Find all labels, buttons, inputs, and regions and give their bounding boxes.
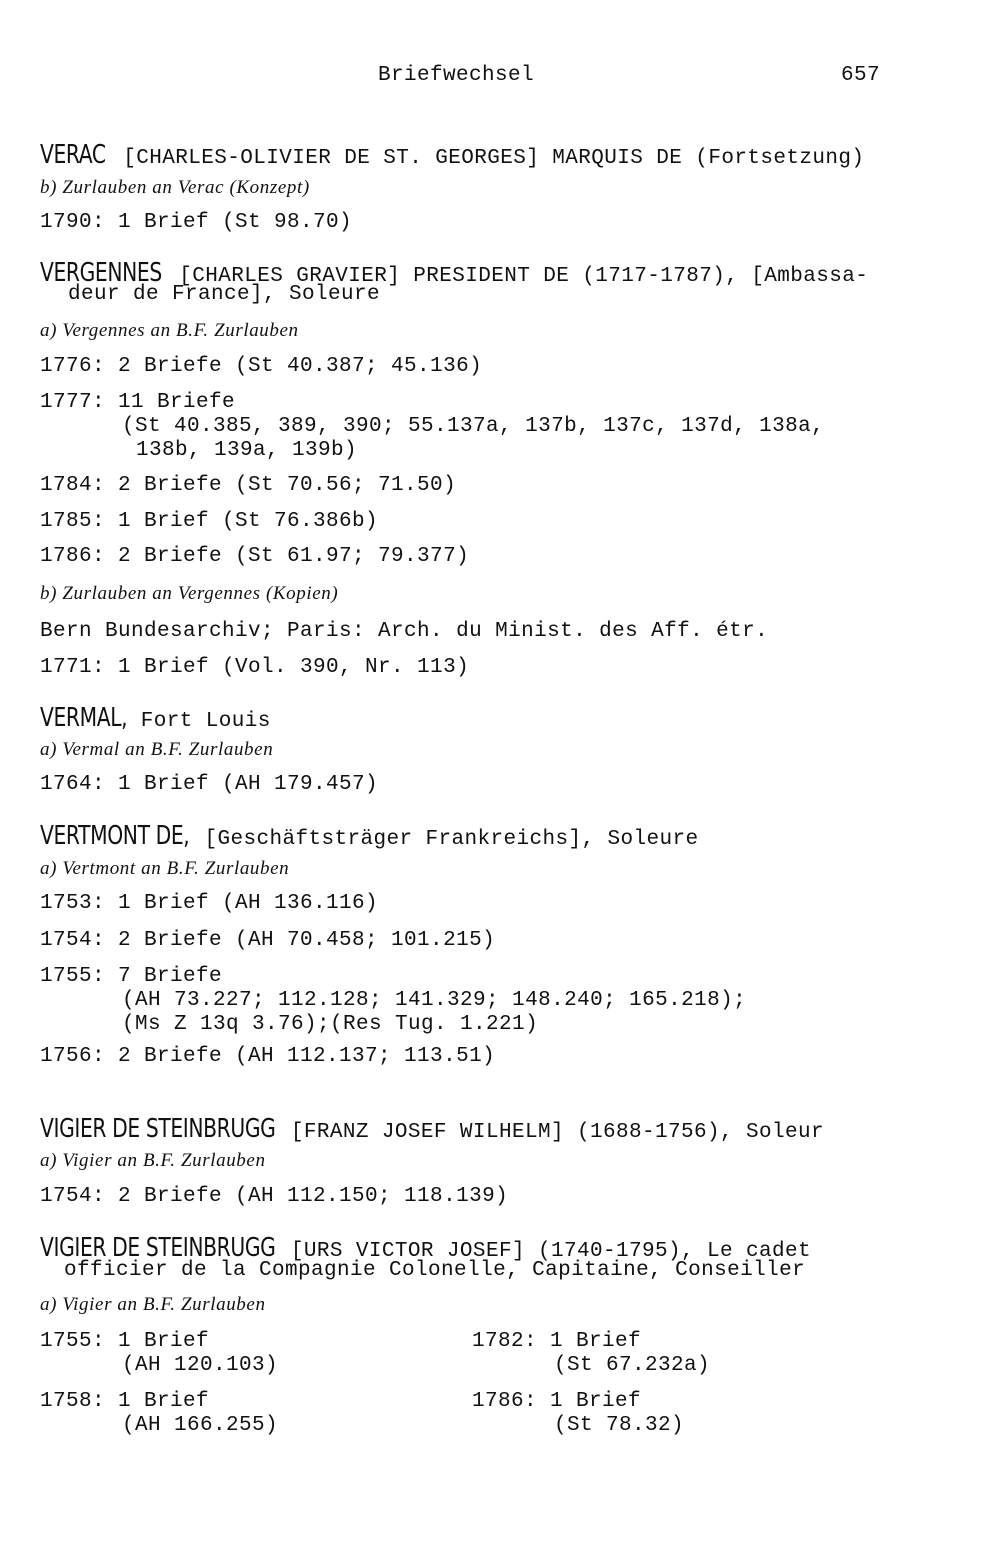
running-title: Briefwechsel [378,64,535,87]
subsection-label: a) Vergennes an B.F. Zurlauben [40,320,299,341]
letter-reference: (St 40.385, 389, 390; 55.137a, 137b, 137c, 137d, 138a, [122,415,825,438]
entry-heading-vermal [40,703,271,733]
entry-details: Fort Louis [127,710,271,733]
letter-reference: (AH 166.255) [122,1414,279,1437]
subsection-label: a) Vigier an B.F. Zurlauben [40,1294,266,1315]
entry-details-continued: officier de la Compagnie Colonelle, Capitaine, Conseiller [64,1259,806,1282]
letter-line: 1758: 1 Brief [40,1390,210,1413]
letter-line: 1776: 2 Briefe (St 40.387; 45.136) [40,355,483,378]
letter-line: 1771: 1 Brief (Vol. 390, Nr. 113) [40,656,470,679]
letter-line: 1777: 11 Briefe [40,391,236,414]
letter-reference: 138b, 139a, 139b) [136,439,358,462]
letter-reference: (AH 120.103) [122,1354,279,1377]
entry-details-continued: deur de France], Soleure [68,283,381,306]
letter-reference: (Ms Z 13q 3.76);(Res Tug. 1.221) [122,1013,539,1036]
letter-line: 1753: 1 Brief (AH 136.116) [40,892,379,915]
entry-heading-vertmont [40,821,699,851]
entry-details: [URS VICTOR JOSEF] (1740-1795), Le cadet [277,1240,811,1263]
entry-heading-vigier-franz [40,1114,824,1144]
subsection-label: b) Zurlauben an Vergennes (Kopien) [40,583,339,604]
entry-name: VERMAL, [40,703,128,733]
letter-line: 1785: 1 Brief (St 76.386b) [40,510,379,533]
letter-line: 1755: 1 Brief [40,1330,210,1353]
entry-name: VIGIER DE STEINBRUGG [40,1114,276,1144]
page-number: 657 [841,64,881,87]
subsection-label: a) Vertmont an B.F. Zurlauben [40,858,290,879]
letter-line: 1756: 2 Briefe (AH 112.137; 113.51) [40,1045,496,1068]
letter-line: 1755: 7 Briefe [40,965,223,988]
subsection-label: b) Zurlauben an Verac (Konzept) [40,177,310,198]
letter-line: 1786: 1 Brief [472,1390,642,1413]
letter-reference: (AH 73.227; 112.128; 141.329; 148.240; 165.218); [122,989,747,1012]
entry-name: VIGIER DE STEINBRUGG [40,1233,276,1263]
letter-reference: (St 78.32) [554,1414,685,1437]
letter-line: 1764: 1 Brief (AH 179.457) [40,773,379,796]
subsection-label: a) Vermal an B.F. Zurlauben [40,739,274,760]
letter-line: 1790: 1 Brief (St 98.70) [40,211,353,234]
entry-heading-verac [40,140,864,170]
letter-line: 1754: 2 Briefe (AH 112.150; 118.139) [40,1185,509,1208]
entry-name: VERAC [40,140,106,170]
entry-details: [CHARLES GRAVIER] PRESIDENT DE (1717-1787), [Ambassa- [166,265,869,288]
entry-details: [CHARLES-OLIVIER DE ST. GEORGES] MARQUIS DE (Fortsetzung) [110,147,865,170]
letter-line: 1784: 2 Briefe (St 70.56; 71.50) [40,474,457,497]
letter-line: 1786: 2 Briefe (St 61.97; 79.377) [40,545,470,568]
letter-reference: (St 67.232a) [554,1354,711,1377]
entry-name: VERGENNES [40,258,162,288]
entry-name: VERTMONT DE, [40,821,190,851]
letter-line: 1754: 2 Briefe (AH 70.458; 101.215) [40,929,496,952]
letter-line: 1782: 1 Brief [472,1330,642,1353]
entry-details: [FRANZ JOSEF WILHELM] (1688-1756), Soleur [277,1121,824,1144]
subsection-label: a) Vigier an B.F. Zurlauben [40,1150,266,1171]
archive-line: Bern Bundesarchiv; Paris: Arch. du Minist. des Aff. étr. [40,620,769,643]
entry-details: [Geschäftsträger Frankreichs], Soleure [191,828,699,851]
